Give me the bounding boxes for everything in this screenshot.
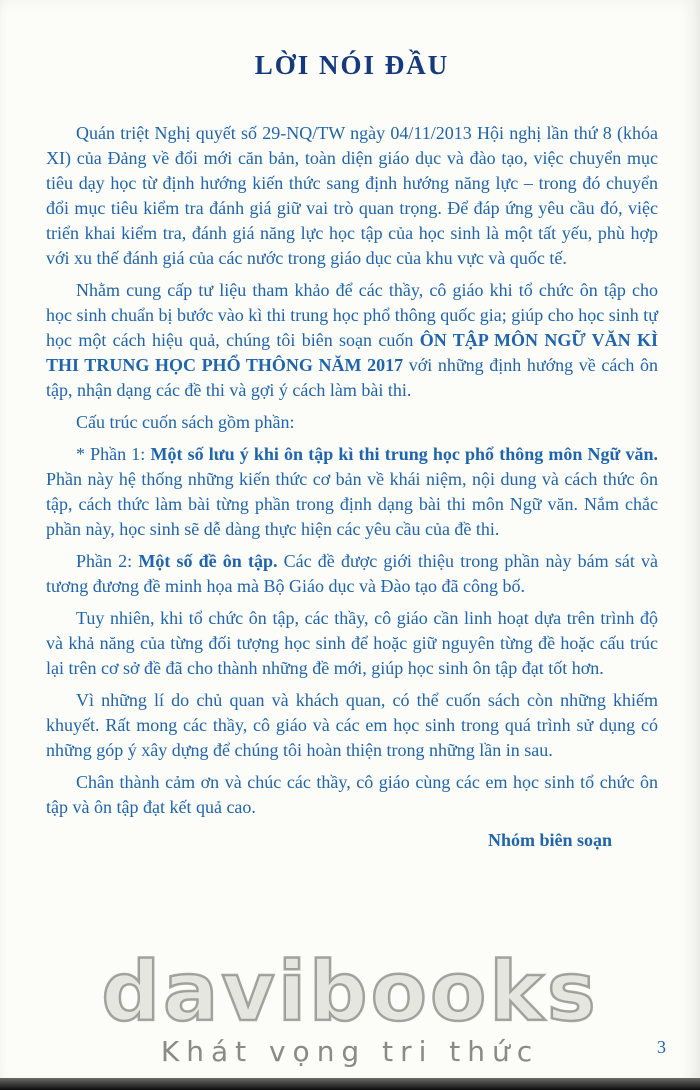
paragraph (46, 442, 658, 542)
paragraph-text: Nhằm cung cấp tư liệu tham khảo để các thầy, cô giáo khi tổ chức ôn tập cho học sinh chuẩn bị bước vào kì thi trung học phổ thông quốc gia; giúp cho học sinh tự học một cách hiệu quả, chúng tôi biên soạn cuốn (46, 280, 658, 350)
paragraph-text-bold: Một số lưu ý khi ôn tập kì thi trung học phổ thông môn Ngữ văn. (150, 444, 658, 464)
paragraph (46, 121, 658, 271)
paragraph (46, 606, 658, 681)
watermark-logo-text: davibooks (101, 945, 599, 1040)
paragraph-text: Cấu trúc cuốn sách gồm phần: (76, 412, 295, 432)
paragraph-text: Phần này hệ thống những kiến thức cơ bản về khái niệm, nội dung và cách thức ôn tập, cách thức làm bài từng phần trong định dạng bài thi môn Ngữ văn. Nắm chắc phần này, học sinh sẽ dễ dàng thực hiện các yêu cầu của đề thi. (46, 469, 658, 539)
paragraph-text: Quán triệt Nghị quyết số 29-NQ/TW ngày 04/11/2013 Hội nghị lần thứ 8 (khóa XI) của Đảng về đổi mới căn bản, toàn diện giáo dục và đào tạo, việc chuyển mục tiêu dạy học từ định hướng kiến thức sang định hướng năng lực – trong đó chuyển đổi mục tiêu kiểm tra đánh giá giữ vai trò quan trọng. Để đáp ứng yêu cầu đó, việc triển khai kiểm tra, đánh giá năng lực học tập của học sinh là một tất yếu, phù hợp với xu thế đánh giá của các nước trong giáo dục của khu vực và quốc tế. (46, 123, 658, 268)
paragraph (46, 410, 658, 435)
paragraph-text: * Phần 1: (76, 444, 151, 464)
signature: Nhóm biên soạn (487, 830, 612, 850)
paragraph-text: Các đề được giới thiệu trong phần này bám sát và tương đương đề minh họa mà Bộ Giáo dục và Đào tạo đã công bố. (46, 551, 658, 596)
paragraph (46, 549, 658, 599)
paragraph-text: Vì những lí do chủ quan và khách quan, có thể cuốn sách còn những khiếm khuyết. Rất mong các thầy, cô giáo và các em học sinh trong quá trình sử dụng có những góp ý xây dựng để chúng tôi hoàn thiện trong những lần in sau. (46, 690, 658, 760)
scan-bottom-edge (0, 1078, 700, 1090)
paragraph-text: Phần 2: (76, 551, 139, 571)
page-title: LỜI NÓI ĐẦU (254, 50, 450, 80)
paragraph-text: Tuy nhiên, khi tổ chức ôn tập, các thầy, cô giáo cần linh hoạt dựa trên trình độ và khả năng của từng đối tượng học sinh để hoặc giữ nguyên từng đề hoặc cấu trúc lại trên cơ sở đề đã cho thành những đề mới, giúp học sinh ôn tập đạt tốt hơn. (46, 608, 658, 678)
paragraph-text-bold: ÔN TẬP MÔN NGỮ VĂN KÌ THI TRUNG HỌC PHỔ THÔNG NĂM 2017 (46, 330, 658, 375)
page-content (46, 38, 658, 851)
watermark-tagline: Khát vọng tri thức (160, 1035, 540, 1068)
paragraph (46, 770, 658, 820)
watermark (0, 945, 700, 1068)
page-number: 3 (657, 1037, 666, 1057)
paragraph-text: với những định hướng về cách ôn tập, nhận dạng các đề thi và gợi ý cách làm bài thi. (46, 355, 658, 400)
paragraph-text-bold: Một số đề ôn tập. (138, 551, 278, 571)
paragraph (46, 278, 658, 403)
paragraph-text: Chân thành cảm ơn và chúc các thầy, cô giáo cùng các em học sinh tổ chức ôn tập và ôn tập đạt kết quả cao. (46, 772, 658, 817)
paragraph (46, 688, 658, 763)
